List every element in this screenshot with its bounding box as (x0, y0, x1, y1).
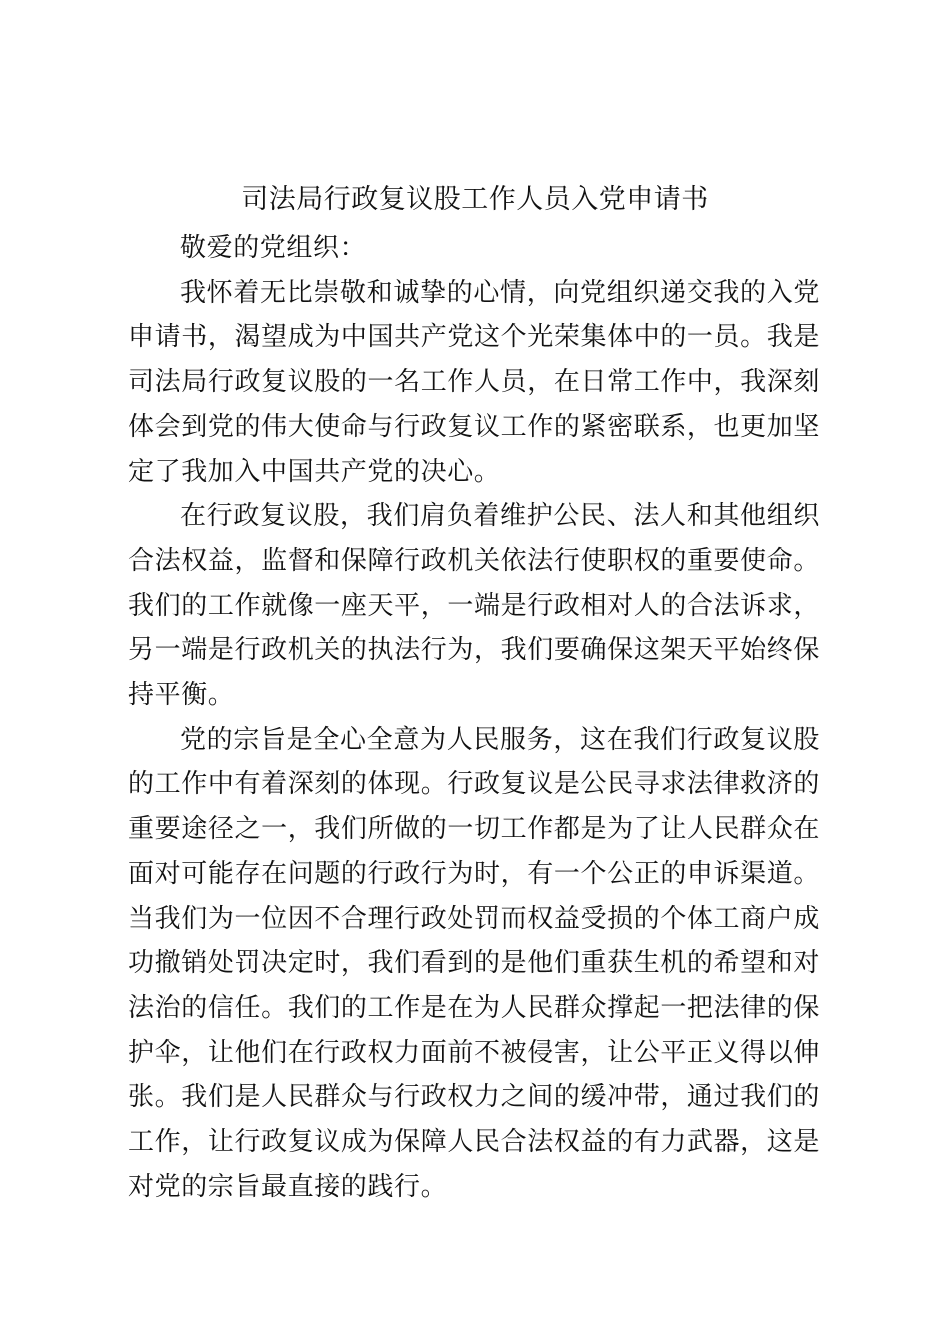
document-body (128, 226, 820, 1209)
document-title: 司法局行政复议股工作人员入党申请书 (241, 184, 709, 215)
salutation: 敬爱的党组织： (180, 233, 367, 263)
paragraph-3: 党的宗旨是全心全意为人民服务，这在我们行政复议股的工作中有着深刻的体现。行政复议是公民寻求法律救济的重要途径之一，我们所做的一切工作都是为了让人民群众在面对可能存在问题的行政行为时，有一个公正的申诉渠道。当我们为一位因不合理行政处罚而权益受损的个体工商户成功撤销处罚决定时，我们看到的是他们重获生机的希望和对法治的信任。我们的工作是在为人民群众撑起一把法律的保护伞，让他们在行政权力面前不被侵害，让公平正义得以伸张。我们是人民群众与行政权力之间的缓冲带，通过我们的工作，让行政复议成为保障人民合法权益的有力武器，这是对党的宗旨最直接的践行。 (128, 724, 820, 1202)
paragraph-1: 我怀着无比崇敬和诚挚的心情，向党组织递交我的入党申请书，渴望成为中国共产党这个光荣集体中的一员。我是司法局行政复议股的一名工作人员，在日常工作中，我深刻体会到党的伟大使命与行政复议工作的紧密联系，也更加坚定了我加入中国共产党的决心。 (128, 277, 820, 487)
paragraph-2: 在行政复议股，我们肩负着维护公民、法人和其他组织合法权益，监督和保障行政机关依法行使职权的重要使命。我们的工作就像一座天平，一端是行政相对人的合法诉求，另一端是行政机关的执法行为，我们要确保这架天平始终保持平衡。 (128, 501, 820, 711)
